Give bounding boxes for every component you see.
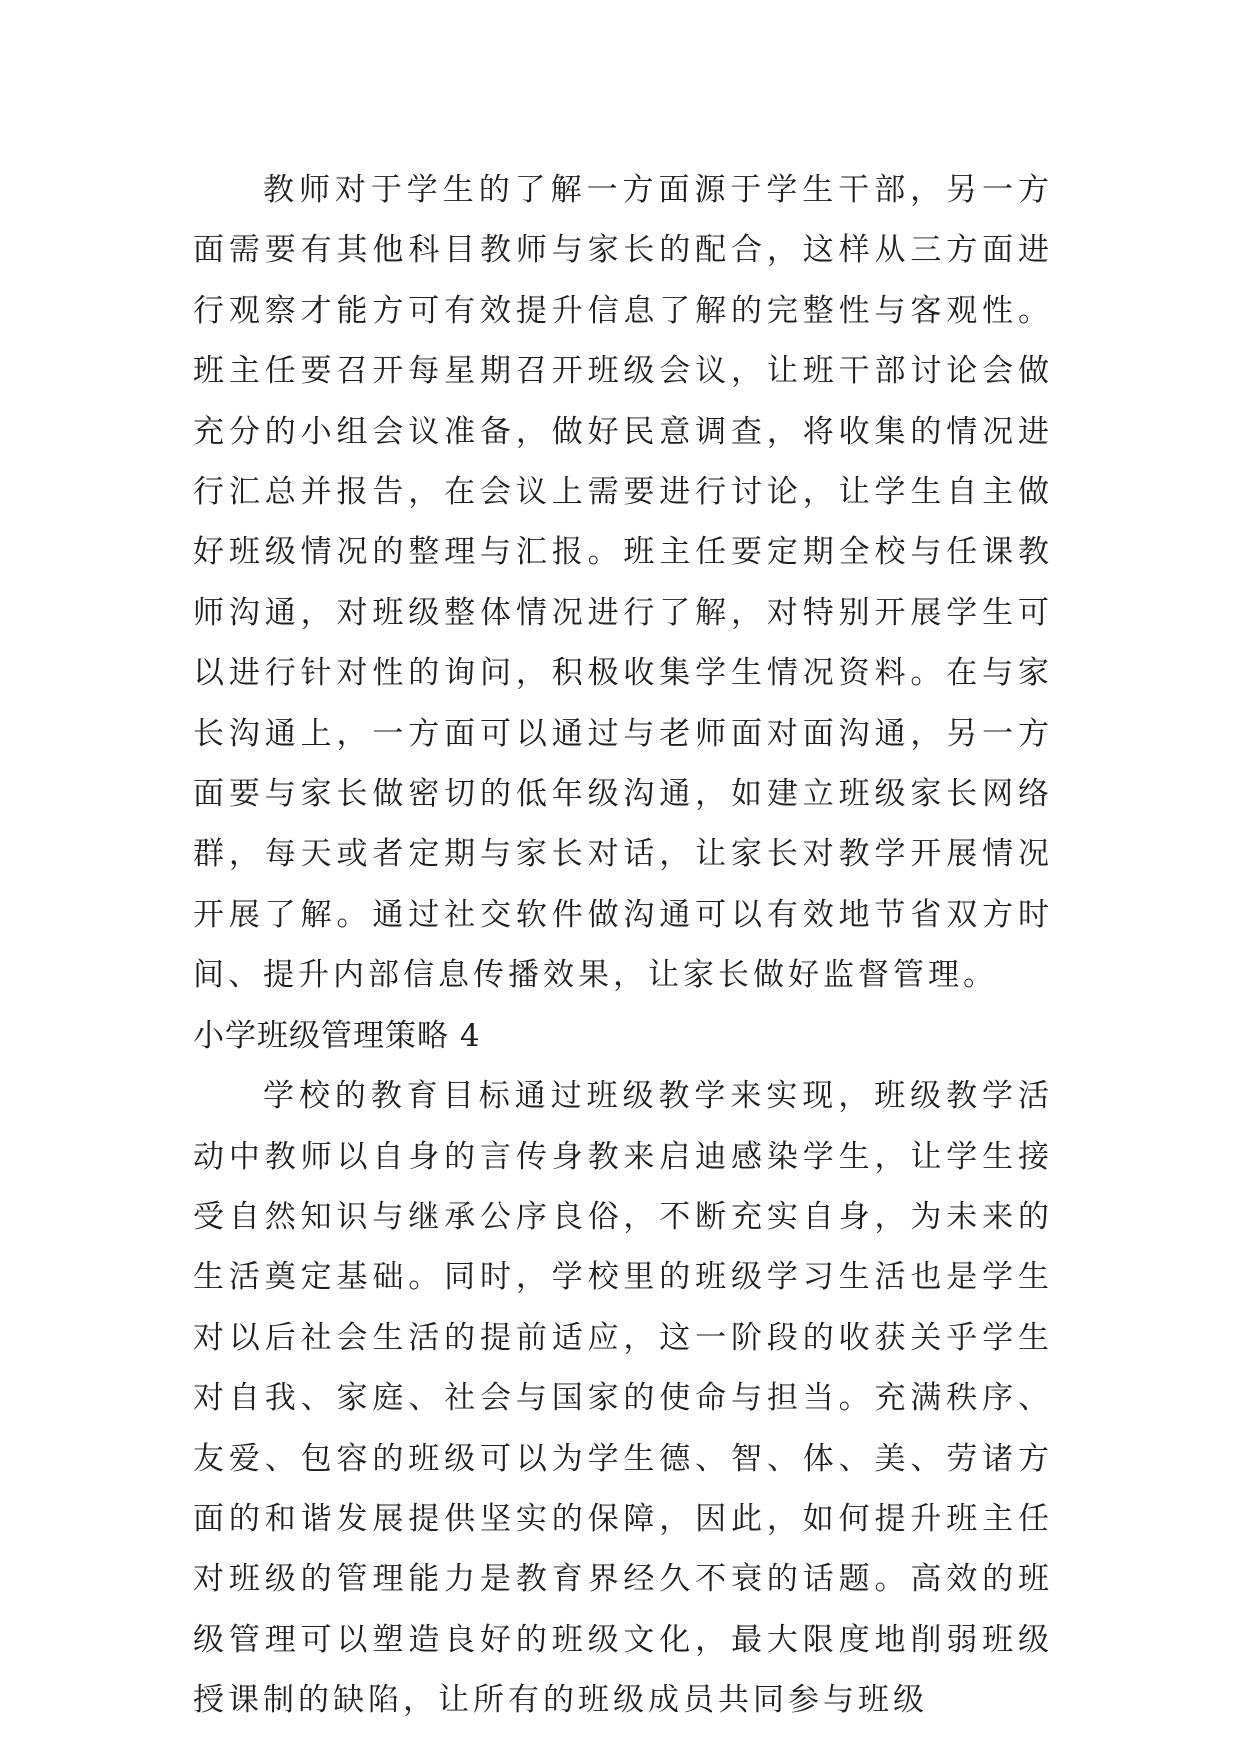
body-paragraph: 教师对于学生的了解一方面源于学生干部，另一方面需要有其他科目教师与家长的配合，这样从三方面进行观察才能方可有效提升信息了解的完整性与客观性。班主任要召开每星期召开班级会议，让班干部讨论会做充分的小组会议准备，做好民意调查，将收集的情况进行汇总并报告，在会议上需要进行讨论，让学生自主做好班级情况的整理与汇报。班主任要定期全校与任课教师沟通，对班级整体情况进行了解，对特别开展学生可以进行针对性的询问，积极收集学生情况资料。在与家长沟通上，一方面可以通过与老师面对面沟通，另一方面要与家长做密切的低年级沟通，如建立班级家长网络群，每天或者定期与家长对话，让家长对教学开展情况开展了解。通过社交软件做沟通可以有效地节省双方时间、提升内部信息传播效果，让家长做好监督管理。 xyxy=(193,172,1053,994)
document-body xyxy=(193,160,1053,1731)
section-heading: 小学班级管理策略 4 xyxy=(193,1017,481,1054)
section-paragraph: 学校的教育目标通过班级教学来实现，班级教学活动中教师以自身的言传身教来启迪感染学生，让学生接受自然知识与继承公序良俗，不断充实自身，为未来的生活奠定基础。同时，学校里的班级学习生活也是学生对以后社会生活的提前适应，这一阶段的收获关乎学生对自我、家庭、社会与国家的使命与担当。充满秩序、友爱、包容的班级可以为学生德、智、体、美、劳诸方面的和谐发展提供坚实的保障，因此，如何提升班主任对班级的管理能力是教育界经久不衰的话题。高效的班级管理可以塑造良好的班级文化，最大限度地削弱班级授课制的缺陷，让所有的班级成员共同参与班级 xyxy=(193,1078,1053,1719)
